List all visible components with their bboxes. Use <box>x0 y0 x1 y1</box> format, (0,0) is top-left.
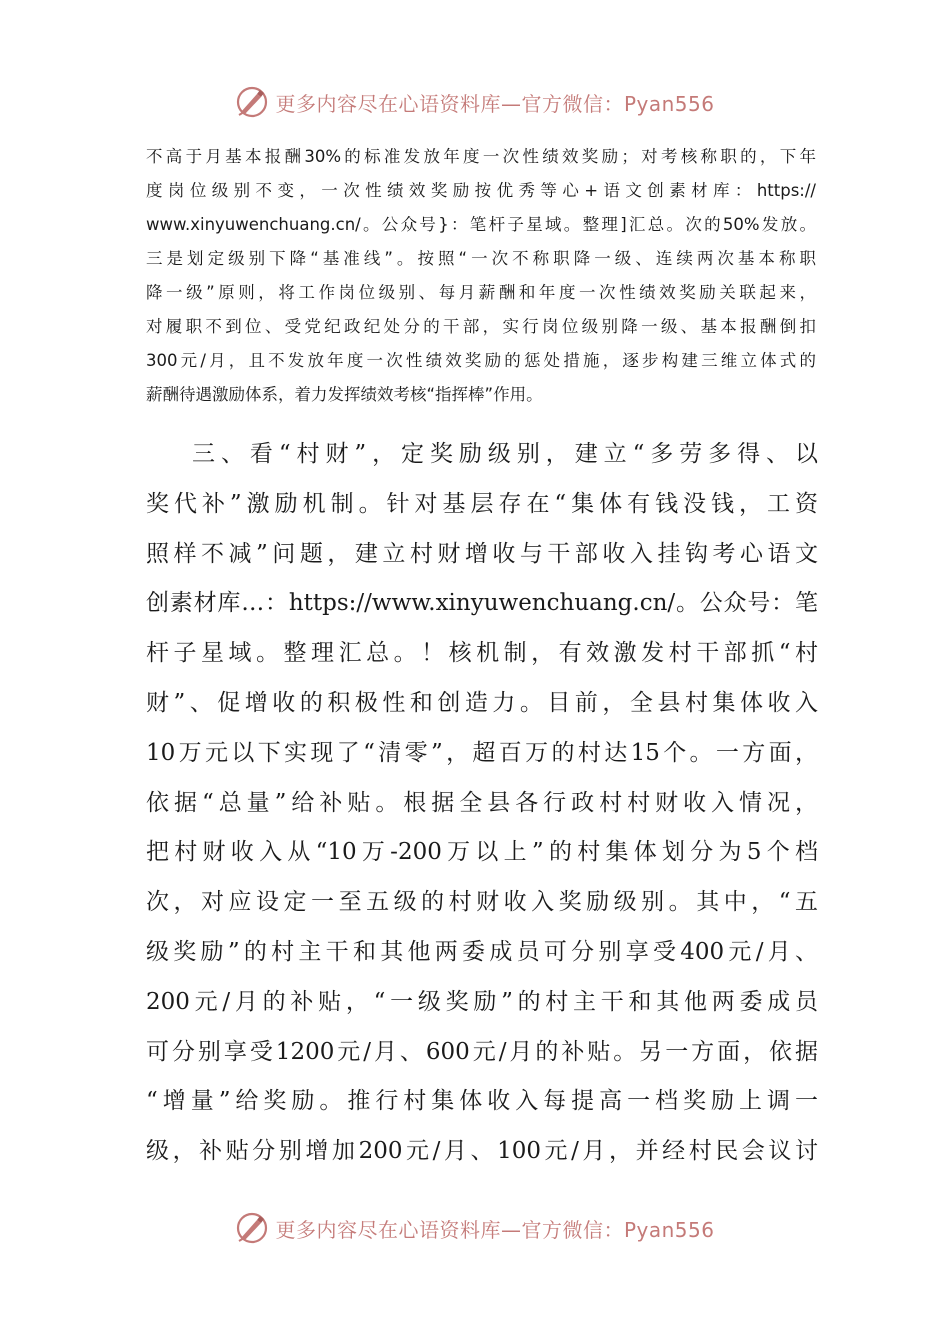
small-line: 300元/月，且不发放年度一次性绩效奖励的惩处措施，逐步构建三维立体式的 <box>146 351 816 370</box>
main-line: 级奖励”的村主干和其他两委成员可分别享受400元/月、 <box>146 938 818 965</box>
small-line: 度岗位级别不变，一次性绩效奖励按优秀等心+语文创素材库：https:// <box>146 181 816 200</box>
small-line: 薪酬待遇激励体系，着力发挥绩效考核“指挥棒”作用。 <box>146 385 543 404</box>
small-line: 降一级”原则，将工作岗位级别、每月薪酬和年度一次性绩效奖励关联起来， <box>146 283 816 302</box>
main-line: 奖代补”激励机制。针对基层存在“集体有钱没钱，工资 <box>146 490 818 517</box>
main-line: 次，对应设定一至五级的村财收入奖励级别。其中，“五 <box>146 889 818 916</box>
main-line: 200元/月的补贴，“一级奖励”的村主干和其他两委成员 <box>146 988 818 1015</box>
small-paragraph <box>146 140 816 412</box>
main-line: 依据“总量”给补贴。根据全县各行政村村财收入情况， <box>146 789 818 816</box>
small-line: 对履职不到位、受党纪政纪处分的干部，实行岗位级别降一级、基本报酬倒扣 <box>146 317 816 336</box>
main-line: 把村财收入从“10万-200万以上”的村集体划分为5个档 <box>146 839 818 866</box>
main-line: “增量”给奖励。推行村集体收入每提高一档奖励上调一 <box>146 1088 818 1115</box>
main-line: 财”、促增收的积极性和创造力。目前，全县村集体收入 <box>146 689 818 716</box>
footer-watermark <box>0 1208 950 1248</box>
pen-logo-icon <box>235 85 269 119</box>
main-line: 可分别享受1200元/月、600元/月的补贴。另一方面，依据 <box>146 1038 818 1065</box>
main-line: 创素材库…：https://www.xinyuwenchuang.cn/。公众号：笔 <box>146 590 818 617</box>
watermark-text: 更多内容尽在心语资料库—官方微信：Pyan556 <box>275 91 715 116</box>
main-line: 三、看“村财”，定奖励级别，建立“多劳多得、以 <box>192 441 818 467</box>
small-line: 不高于月基本报酬30%的标准发放年度一次性绩效奖励；对考核称职的，下年 <box>146 147 816 166</box>
small-line: www.xinyuwenchuang.cn/。公众号}：笔杆子星域。整理]汇总。次的50%发放。 <box>146 215 816 234</box>
watermark-text: 更多内容尽在心语资料库—官方微信：Pyan556 <box>275 1217 715 1242</box>
small-line: 三是划定级别下降“基准线”。按照“一次不称职降一级、连续两次基本称职 <box>146 249 816 268</box>
main-line: 级，补贴分别增加200元/月、100元/月，并经村民会议讨 <box>146 1138 818 1165</box>
main-line: 10万元以下实现了“清零”，超百万的村达15个。一方面， <box>146 739 818 766</box>
header-watermark <box>0 82 950 122</box>
main-line: 杆子星域。整理汇总。！核机制，有效激发村干部抓“村 <box>146 640 818 667</box>
main-line: 照样不减”问题，建立村财增收与干部收入挂钩考心语文 <box>146 540 818 567</box>
main-paragraph <box>146 430 818 1177</box>
pen-logo-icon <box>235 1211 269 1245</box>
